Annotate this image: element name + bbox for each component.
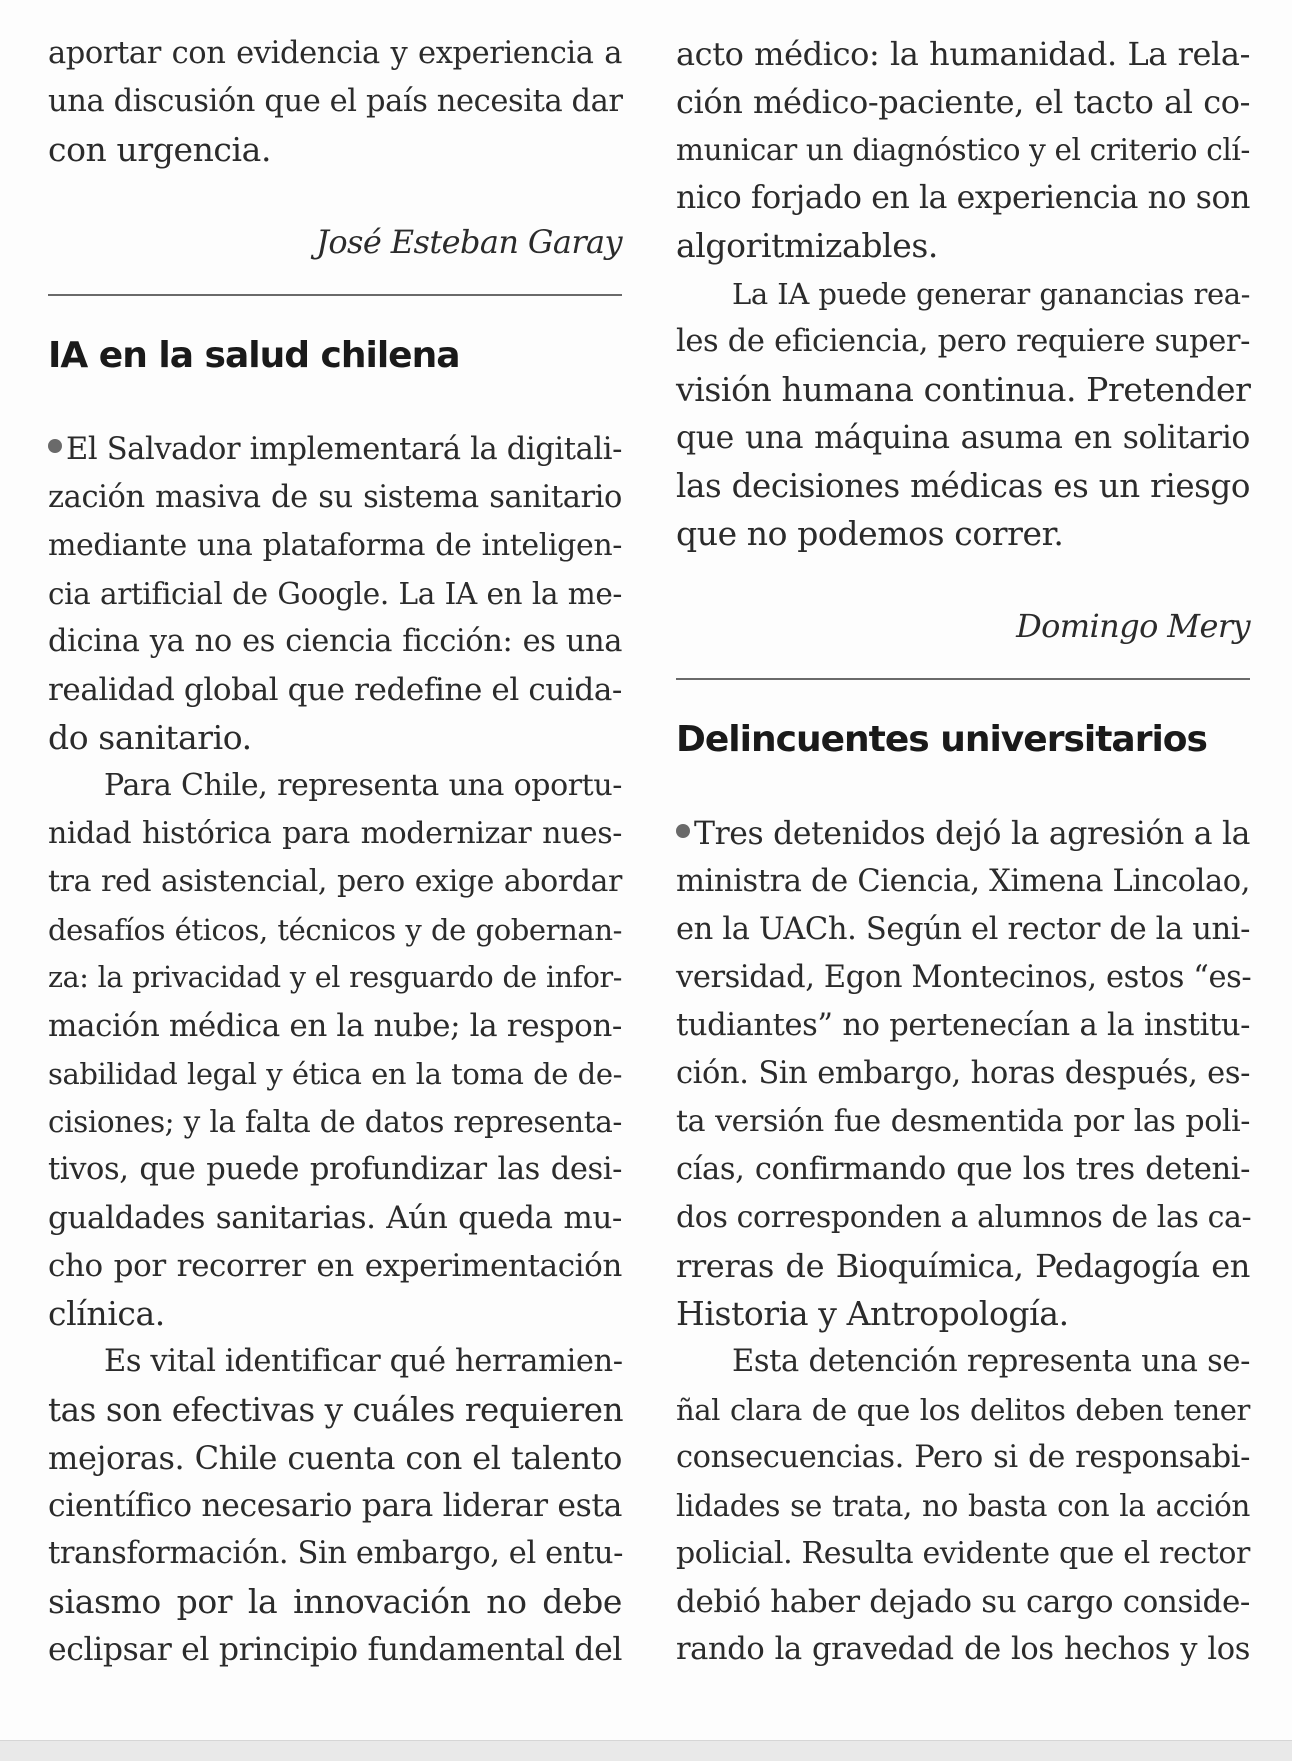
text-line: científico necesario para liderar esta: [48, 1488, 622, 1524]
text-line: cisiones; y la falta de datos representa-: [48, 1105, 622, 1139]
text-line: tudiantes” no pertenecían a la institu-: [676, 1008, 1250, 1043]
text-line: visión humana continua. Pretender: [676, 370, 1251, 409]
text-line: aportar con evidencia y experiencia a: [48, 36, 622, 71]
text-line: acto médico: la humanidad. La rela-: [676, 35, 1250, 73]
text-line: clínica.: [48, 1294, 165, 1333]
text-line: mejoras. Chile cuenta con el talento: [48, 1439, 622, 1477]
letter-title: IA en la salud chilena: [48, 335, 460, 376]
text-line: do sanitario.: [48, 718, 252, 757]
text-line: transformación. Sin embargo, el entu-: [48, 1536, 624, 1571]
text-line: zación masiva de su sistema sanitario: [48, 480, 622, 515]
text-line: Tres detenidos dejó la agresión a la: [676, 810, 1250, 858]
text-line: cías, confirmando que los tres deteni-: [676, 1152, 1250, 1187]
letter-author: Domingo Mery: [1016, 607, 1250, 645]
letter-body: [676, 810, 1250, 1674]
text-line: eclipsar el principio fundamental del: [48, 1632, 622, 1668]
text-line: nico forjado en la experiencia no son: [676, 180, 1250, 216]
previous-letter-ending: [48, 30, 622, 174]
text-line: rreras de Bioquímica, Pedagogía en: [676, 1247, 1250, 1285]
text-line: versidad, Egon Montecinos, estos “es-: [676, 960, 1252, 995]
text-line: en la UACh. Según el rector de la uni-: [676, 912, 1250, 947]
text-line: que no podemos correr.: [676, 514, 1064, 553]
letter-author: José Esteban Garay: [316, 223, 622, 261]
text-line: ministra de Ciencia, Ximena Lincolao,: [676, 864, 1250, 899]
text-line: za: la privacidad y el resguardo de infor-: [48, 961, 622, 994]
text-line: ción médico-paciente, el tacto al co-: [676, 83, 1250, 121]
text-line: que una máquina asuma en solitario: [676, 420, 1250, 456]
text-line: dicina ya no es ciencia ficción: es una: [48, 624, 622, 659]
text-line: El Salvador implementará la digitali-: [48, 426, 622, 474]
text-line: ta versión fue desmentida por las poli-: [676, 1104, 1250, 1139]
text-line: ñal clara de que los delitos deben tener: [676, 1393, 1250, 1427]
text-line: las decisiones médicas es un riesgo: [676, 467, 1250, 505]
text-line: Historia y Antropología.: [676, 1294, 1069, 1333]
text-line: policial. Resulta evidente que el rector: [676, 1536, 1250, 1571]
text-line: les de eficiencia, pero requiere super-: [676, 324, 1250, 359]
text-line: municar un diagnóstico y el criterio clí-: [676, 133, 1250, 167]
text-line: dos corresponden a alumnos de las ca-: [676, 1200, 1252, 1235]
text-line: sabilidad legal y ética en la toma de de-: [48, 1057, 622, 1091]
text-line: lidades se trata, no basta con la acción: [676, 1489, 1250, 1523]
text-line: rando la gravedad de los hechos y los: [676, 1632, 1250, 1667]
text-line: realidad global que redefine el cuida-: [48, 672, 622, 708]
text-line: tivos, que puede profundizar las desi-: [48, 1152, 622, 1187]
text-line: gualdades sanitarias. Aún queda mu-: [48, 1200, 622, 1236]
bottom-edge-bar: [0, 1740, 1292, 1761]
text-line: ción. Sin embargo, horas después, es-: [676, 1056, 1250, 1091]
text-line: cia artificial de Google. La IA en la me-: [48, 577, 622, 611]
text-line: tra red asistencial, pero exige abordar: [48, 864, 622, 899]
text-line: nidad histórica para modernizar nues-: [48, 816, 622, 851]
text-line: mación médica en la nube; la respon-: [48, 1008, 622, 1044]
letter-title: Delincuentes universitarios: [676, 719, 1207, 760]
text-line: algoritmizables.: [676, 226, 938, 265]
text-line: debió haber dejado su cargo conside-: [676, 1584, 1250, 1620]
text-line: consecuencias. Pero si de responsabi-: [676, 1440, 1250, 1475]
text-line: tas son efectivas y cuáles requieren: [48, 1391, 624, 1429]
letter-continuation: [676, 30, 1250, 558]
text-line: Es vital identificar qué herramien-: [104, 1344, 623, 1379]
left-column: [48, 30, 622, 1674]
text-line: siasmo por la innovación no debe: [48, 1582, 622, 1621]
text-line: Esta detención representa una se-: [732, 1344, 1250, 1379]
right-column: [676, 30, 1250, 1674]
text-line: con urgencia.: [48, 130, 272, 169]
text-line: cho por recorrer en experimentación: [48, 1248, 622, 1284]
text-line: La IA puede generar ganancias rea-: [732, 277, 1250, 311]
bullet-icon: [676, 824, 690, 838]
letter-body: [48, 426, 622, 1674]
text-line: una discusión que el país necesita dar: [48, 84, 623, 119]
bullet-icon: [48, 439, 62, 453]
text-line: Para Chile, representa una oportu-: [104, 768, 622, 803]
text-line: mediante una plataforma de inteligen-: [48, 528, 622, 563]
text-line: desafíos éticos, técnicos y de gobernan-: [48, 913, 622, 947]
